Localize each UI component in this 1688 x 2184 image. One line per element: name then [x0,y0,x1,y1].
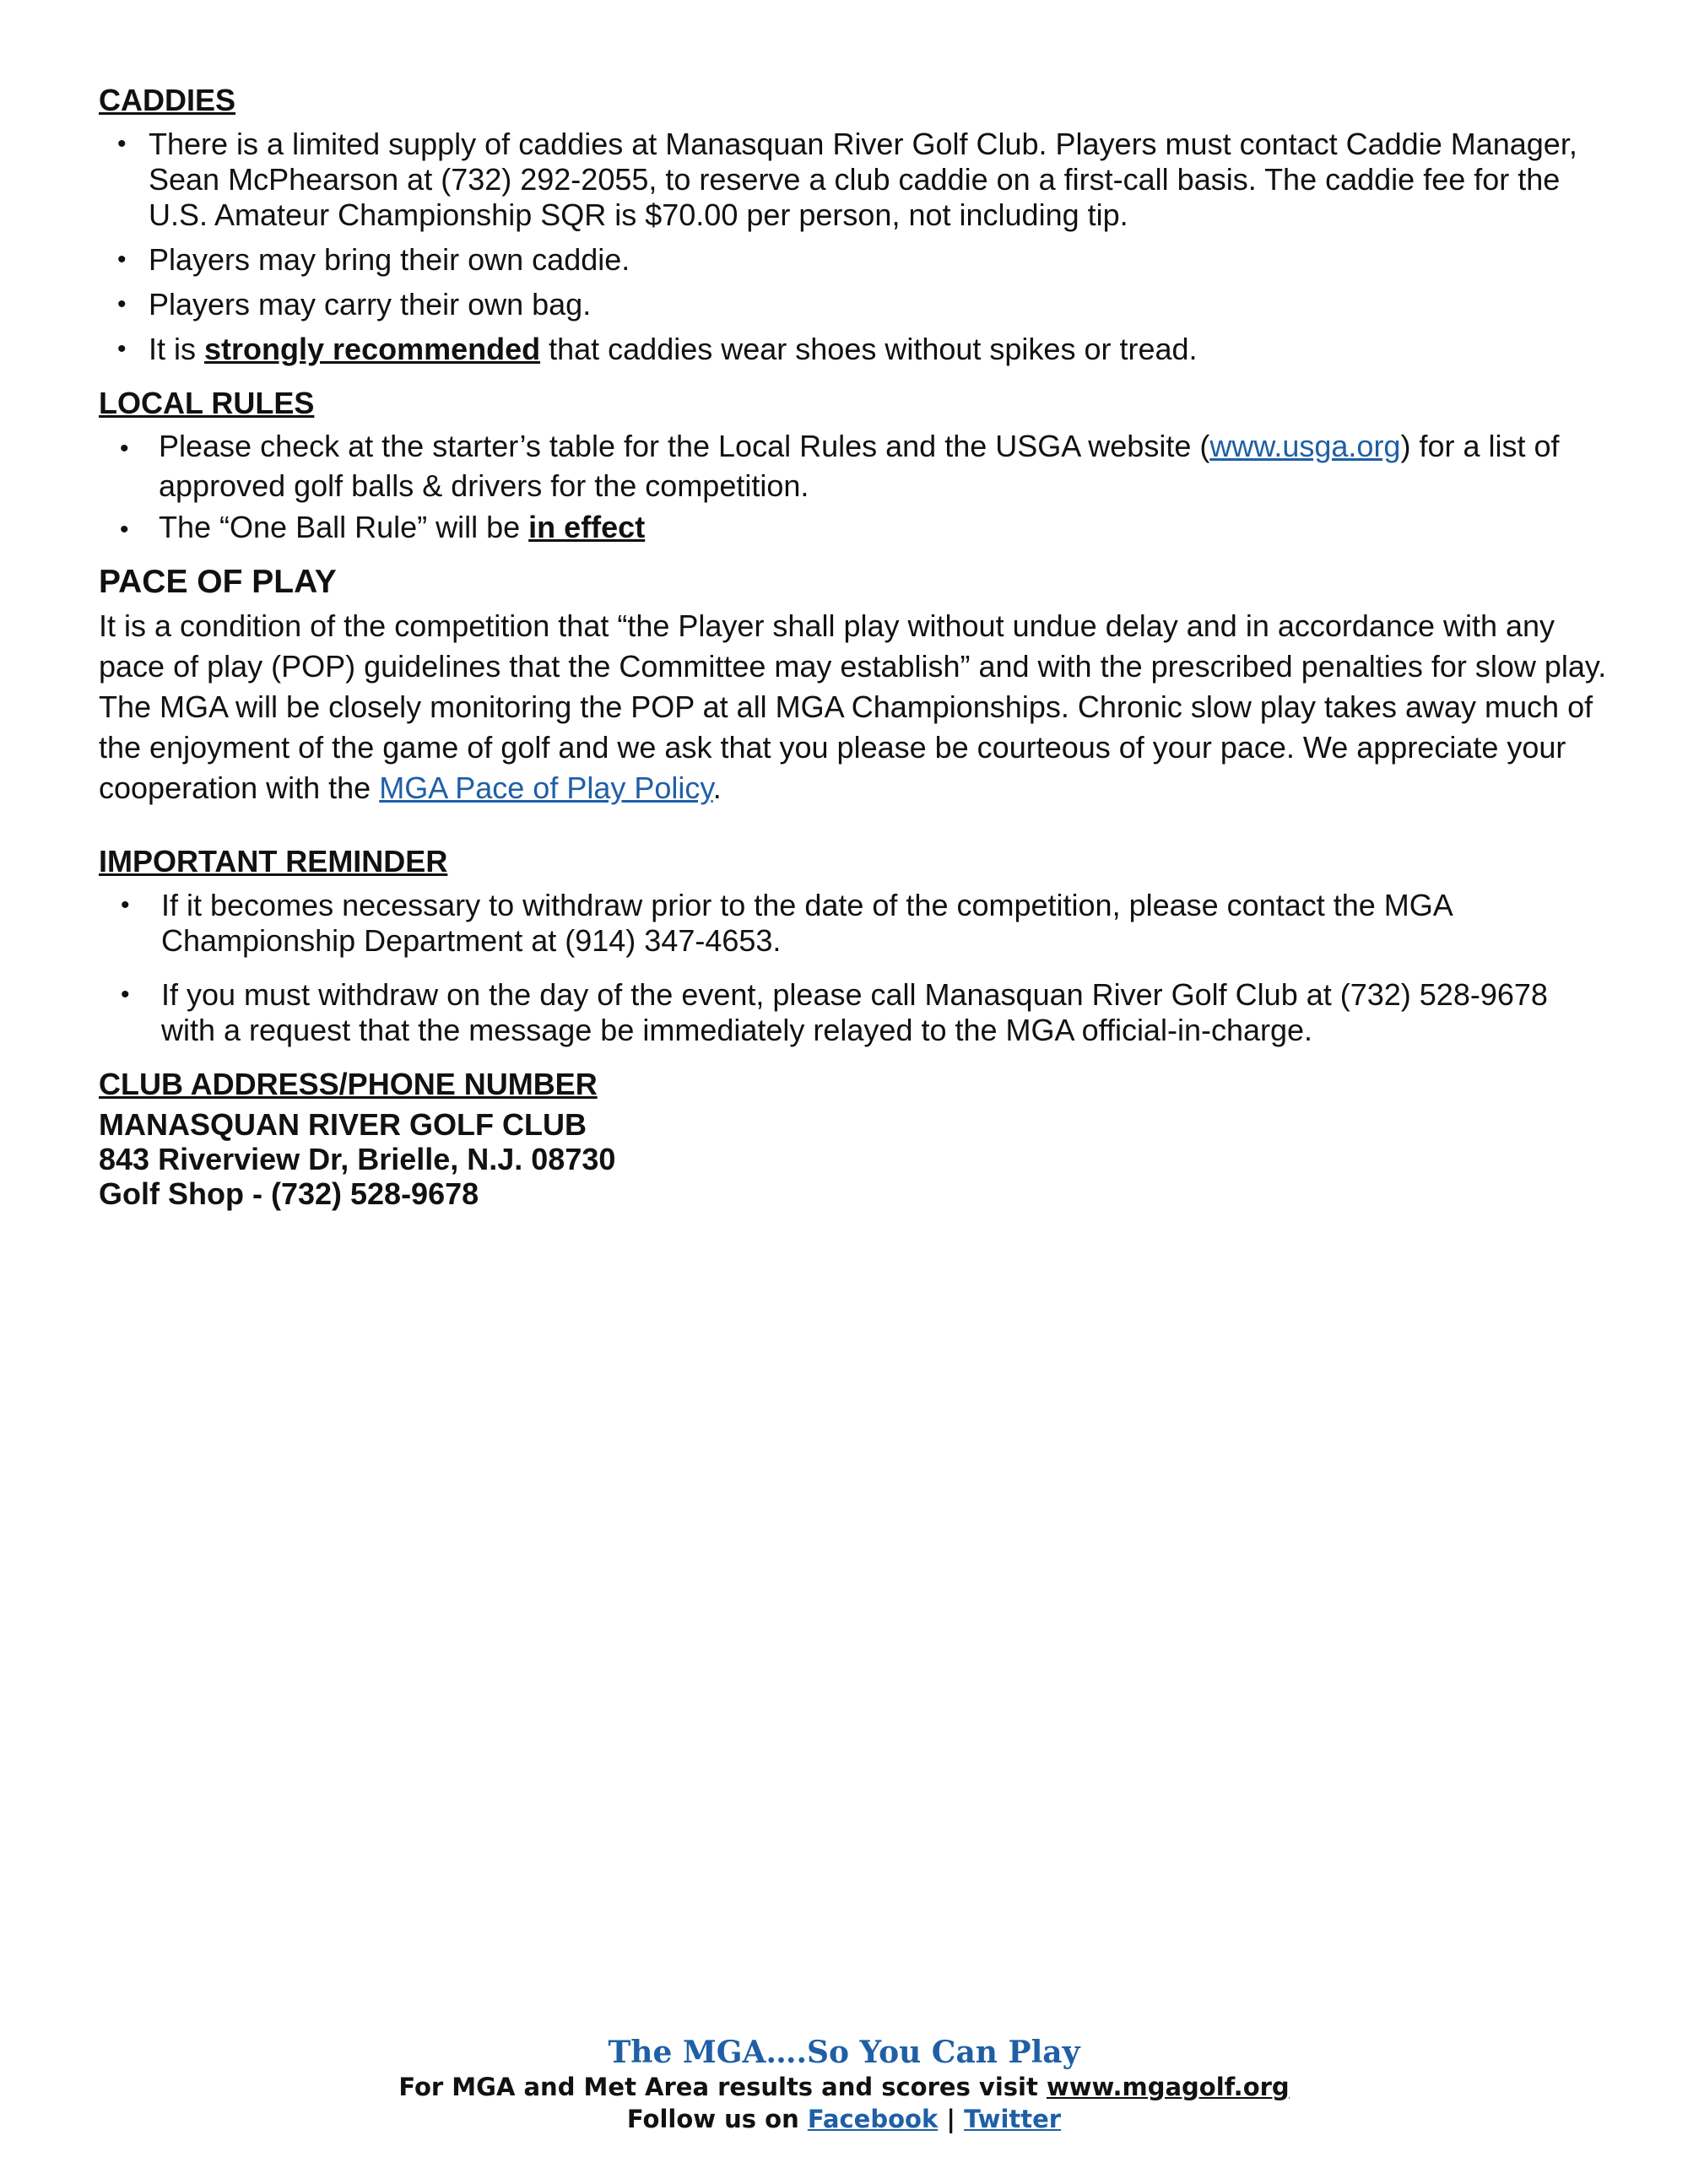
pace-of-play-paragraph [99,606,1610,808]
withdraw-day-of-text: If you must withdraw on the day of the event, please call Manasquan River Golf Club at (732) 528-9678 with a request that the message be immediately relayed to the MGA official-in-charge. [161,977,1548,1047]
list-item [99,977,1610,1048]
list-item [99,127,1610,233]
carry-bag-text: Players may carry their own bag. [149,287,592,322]
mga-tagline: The MGA….So You Can Play [608,2035,1080,2070]
important-reminder-heading: IMPORTANT REMINDER [99,844,448,878]
list-item [99,287,1610,322]
pace-of-play-section [99,564,1610,808]
bullet-icon: • [121,891,130,919]
pace-of-play-heading: PACE OF PLAY [99,564,337,600]
results-line [0,2071,1688,2103]
shoes-text-post: that caddies wear shoes without spikes or tread. [540,332,1198,366]
shoes-text-pre: It is [149,332,205,366]
club-name: MANASQUAN RIVER GOLF CLUB [99,1107,587,1142]
withdraw-prior-text: If it becomes necessary to withdraw prior to the date of the competition, please contact the MGA Championship Department at (914) 347-4653. [161,888,1452,958]
bullet-icon: • [117,335,127,363]
club-address-section [99,1067,1610,1211]
own-caddie-text: Players may bring their own caddie. [149,242,630,277]
facebook-link[interactable]: Facebook [807,2105,939,2133]
strongly-recommended-text: strongly recommended [204,332,541,366]
caddie-supply-text: There is a limited supply of caddies at Manasquan River Golf Club. Players must contact Caddie Manager, Sean McPhearson at (732) 292-2055, to reserve a club caddie on a first-call basis. The caddie fee for the U.S. Amateur Championship SQR is $70.00 per person, not including tip. [149,127,1577,232]
one-ball-rule-text: The “One Ball Rule” will be [159,510,529,544]
list-item [99,332,1610,367]
important-reminder-list [99,888,1610,1048]
club-address-heading: CLUB ADDRESS/PHONE NUMBER [99,1067,598,1101]
document-body [99,83,1610,1211]
bullet-icon: • [117,290,127,318]
caddies-list [99,127,1610,367]
list-item [99,426,1610,505]
in-effect-text: in effect [528,510,646,544]
results-text: For MGA and Met Area results and scores visit [398,2073,1047,2101]
pace-of-play-text: It is a condition of the competition that “the Player shall play without undue delay and in accordance with any pace of play (POP) guidelines that the Committee may establish” and with the prescribed penalties for slow play. The MGA will be closely monitoring the POP at all MGA Championships. Chronic slow play takes away much of the enjoyment of the game of golf and we ask that you please be courteous of your pace. We appreciate your cooperation with the [99,608,1607,805]
mgagolf-link[interactable]: www.mgagolf.org [1046,2073,1290,2101]
starter-table-text-pre: Please check at the starter’s table for the Local Rules and the USGA website ( [159,429,1210,463]
golf-shop-phone: Golf Shop - (732) 528-9678 [99,1176,479,1211]
follow-text: Follow us on [626,2105,808,2133]
page-footer [0,2034,1688,2135]
list-item [99,242,1610,278]
pace-of-play-policy-link[interactable]: MGA Pace of Play Policy [379,770,713,805]
bullet-icon: • [117,130,127,158]
caddies-section [99,83,1610,367]
list-item [99,888,1610,959]
local-rules-heading: LOCAL RULES [99,386,315,420]
bullet-icon: • [117,246,127,273]
usga-website-link[interactable]: www.usga.org [1209,429,1401,463]
starter-table-text-post: ) for a list of approved golf balls & drivers for the competition. [159,429,1560,503]
local-rules-section [99,386,1610,547]
follow-line [0,2103,1688,2135]
address-block [99,1107,1610,1211]
link-separator: | [946,2105,955,2133]
bullet-icon: • [120,516,129,543]
pace-of-play-end: . [712,770,722,805]
club-street-address: 843 Riverview Dr, Brielle, N.J. 08730 [99,1142,616,1176]
caddies-heading: CADDIES [99,83,236,117]
local-rules-list [99,426,1610,547]
bullet-icon: • [121,981,130,1008]
twitter-link[interactable]: Twitter [964,2105,1062,2133]
list-item [99,507,1610,547]
bullet-icon: • [120,435,129,462]
important-reminder-section [99,844,1610,1048]
